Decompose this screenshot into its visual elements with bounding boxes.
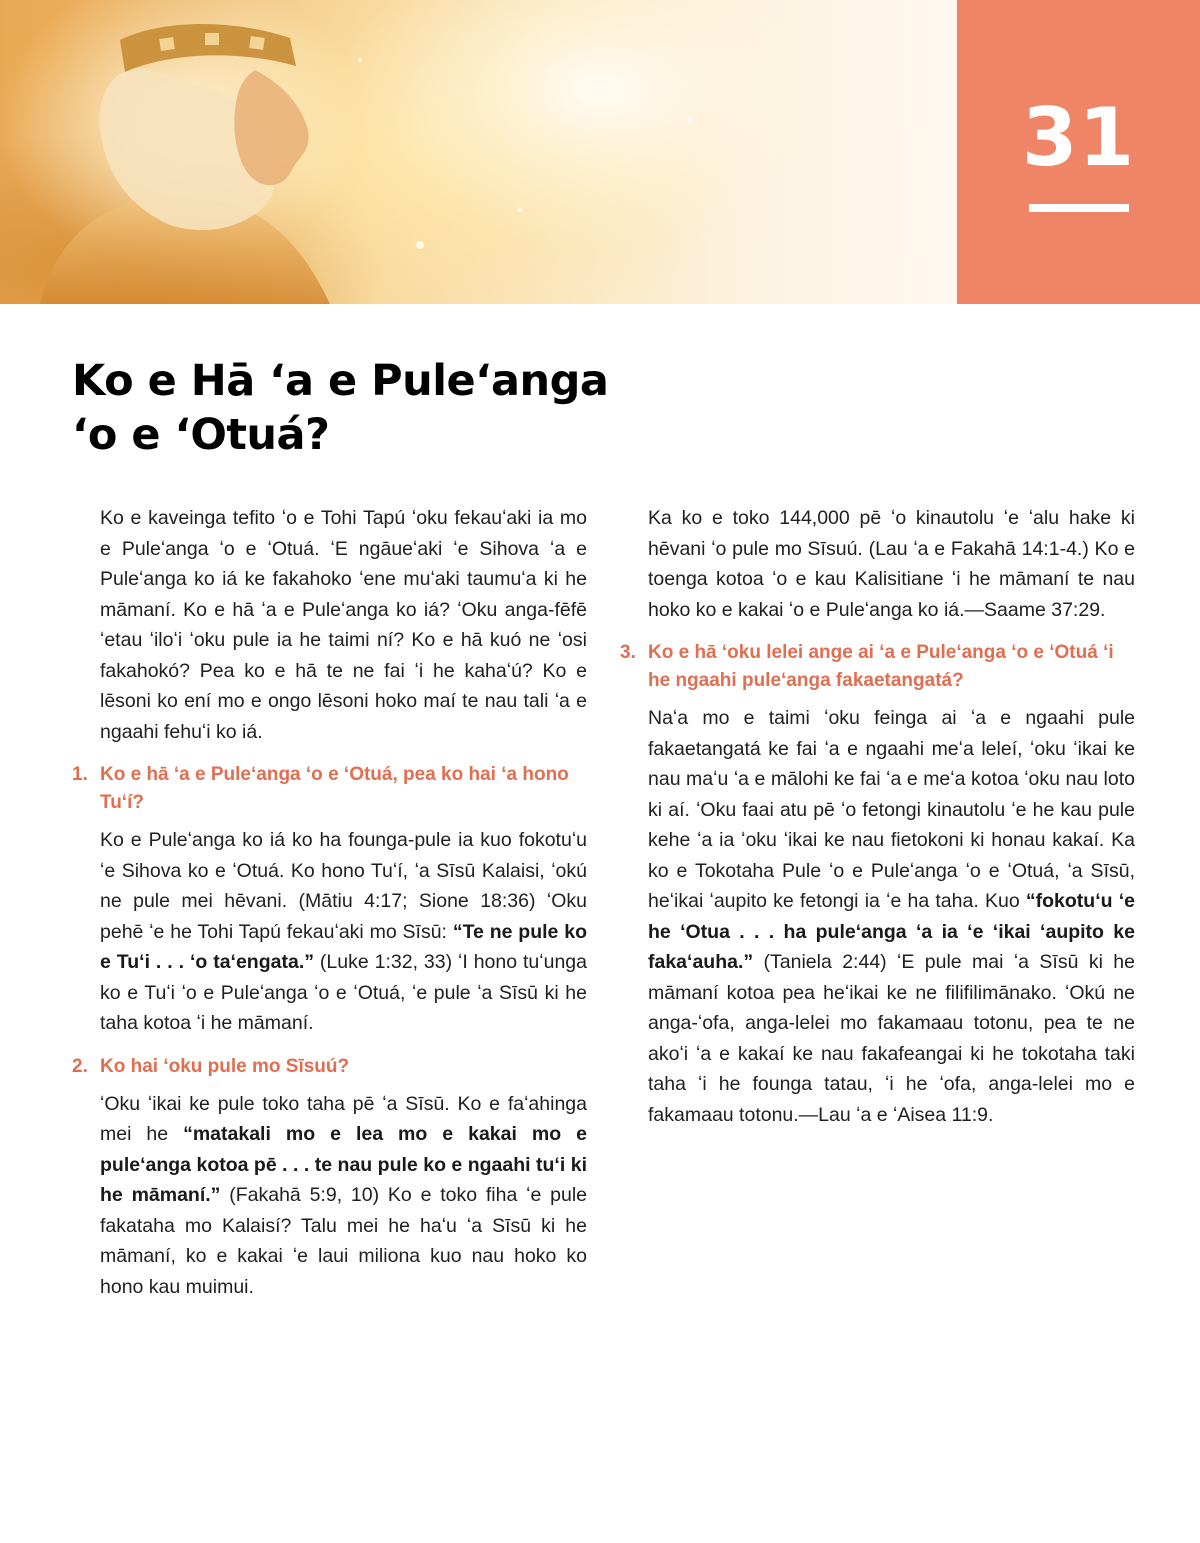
question-1 <box>72 761 587 817</box>
intro-paragraph: Ko e kaveinga tefito ʻo e Tohi Tapú ʻoku fekauʻaki ia mo e Puleʻanga ʻo e ʻOtuá. ʻE ngāueʻaki ʻe Sihova ʻa e Puleʻanga ko iá ke fakahoko ʻene muʻaki taumuʻa ki he māmaní. Ko e hā ʻa e Puleʻanga ko iá? ʻOku anga-fēfē ʻetau ʻiloʻi ʻoku pule ia he taimi ní? Ko e hā kuó ne ʻosi fakahokó? Pea ko e hā te ne fai ʻi he kahaʻú? Ko e lēsoni ko ení mo e ongo lēsoni hoko maí te nau tali ʻa e ngaahi fehuʻi ko iá. <box>100 507 587 743</box>
lesson-number-panel <box>957 0 1200 304</box>
answer-1-paragraph <box>100 825 587 1039</box>
answer-1-text-b: (Luke 1:32, 33) ʻI hono tuʻunga ko e Tuʻi ʻo e Puleʻanga ʻo e ʻOtuá, ʻe pule ʻa Sīsū ki he taha kotoa ʻi he māmaní. <box>100 951 587 1034</box>
question-1-text: Ko e hā ʻa e Puleʻanga ʻo e ʻOtuá, pea ko hai ʻa hono Tuʻí? <box>100 764 569 813</box>
title-line-1: Ko e Hā ʻa e Puleʻanga <box>72 356 609 406</box>
answer-3-text-b: (Taniela 2:44) ʻE pule mai ʻa Sīsū ki he māmaní kotoa pea heʻikai ke ne filifilimānako. ʻOkú ne anga-ʻofa, anga-lelei mo fakamaau totonu, pea te ne akoʻi ʻa e kakaí ke nau fakafeangai ki he tokotaha taki taha ʻi he founga tatau, ʻi he ʻofa, anga-lelei mo e fakamaau totonu.—Lau ʻa e ʻAisea 11:9. <box>648 951 1135 1126</box>
hero-image <box>0 0 957 304</box>
lesson-number: 31 <box>1021 91 1136 184</box>
answer-3-quote: “fokotuʻu ʻe he ʻOtua . . . ha puleʻanga ʻa ia ʻe ʻikai ʻaupito ke fakaʻauha.” <box>648 890 1135 973</box>
page-title <box>72 354 692 462</box>
crowned-king-illustration <box>0 0 957 304</box>
left-column <box>72 503 587 1312</box>
question-3-text: Ko e hā ʻoku lelei ange ai ʻa e Puleʻanga ʻo e ʻOtuá ʻi he ngaahi puleʻanga fakaetangatá? <box>648 642 1114 691</box>
answer-2-text-a: ʻOku ʻikai ke pule toko taha pē ʻa Sīsū. Ko e faʻahinga mei he <box>100 1092 587 1145</box>
answer-1-quote: “Te ne pule ko e Tuʻi . . . ʻo taʻengata.” <box>100 920 587 973</box>
right-column <box>620 503 1135 1140</box>
question-2-number: 2. <box>72 1055 88 1077</box>
answer-1-text-a: Ko e Puleʻanga ko iá ko ha founga-pule ia kuo fokotuʻu ʻe Sihova ko e ʻOtuá. Ko hono Tuʻí, ʻa Sīsū Kalaisi, ʻokú ne pule mei hēvani. (Mātiu 4:17; Sione 18:36) ʻOku pehē ʻe he Tohi Tapú fekauʻaki mo Sīsū: <box>100 829 587 943</box>
answer-2-paragraph <box>100 1089 587 1303</box>
question-2 <box>72 1053 587 1081</box>
question-2-text: Ko hai ʻoku pule mo Sīsuú? <box>100 1055 350 1077</box>
answer-2-continuation: Ka ko e toko 144,000 pē ʻo kinautolu ʻe ʻalu hake ki hēvani ʻo pule mo Sīsuú. (Lau ʻa e Fakahā 14:1-4.) Ko e toenga kotoa ʻo e kau Kalisitiane ʻi he māmaní te nau hoko ko e kakai ʻo e Puleʻanga ko iá.—Saame 37:29. <box>648 507 1135 621</box>
question-1-number: 1. <box>72 764 88 785</box>
title-line-2: ʻo e ʻOtuá? <box>72 410 330 460</box>
answer-2-text-b: (Fakahā 5:9, 10) Ko e toko fiha ʻe pule fakataha mo Kalaisí? Talu mei he haʻu ʻa Sīsū ki he māmaní, ko e kakai ʻe laui miliona kuo nau hoko ko hono kau muimui. <box>100 1184 587 1298</box>
lesson-number-underline <box>1029 204 1129 212</box>
question-3-number: 3. <box>620 642 636 663</box>
answer-3-paragraph <box>648 703 1135 1130</box>
answer-2-quote: “matakali mo e lea mo e kakai mo e puleʻanga kotoa pē . . . te nau pule ko e ngaahi tuʻi ki he māmaní.” <box>100 1123 587 1206</box>
question-3 <box>620 639 1135 695</box>
answer-3-text-a: Naʻa mo e taimi ʻoku feinga ai ʻa e ngaahi pule fakaetangatá ke fai ʻa e ngaahi meʻa leleí, ʻoku ʻikai ke nau maʻu ʻa e mālohi ke fai ʻa e meʻa kotoa ʻoku nau loto ki aí. ʻOku faai atu pē ʻo fetongi kinautolu ʻe he kau pule kehe ʻa ia ʻoku ʻikai ke nau fietokoni ki honau kakaí. Ka ko e Tokotaha Pule ʻo e Puleʻanga ʻo e ʻOtuá, ʻa Sīsū, heʻikai ʻaupito ke fetongi ia ʻe ha taha. Kuo <box>648 707 1135 912</box>
